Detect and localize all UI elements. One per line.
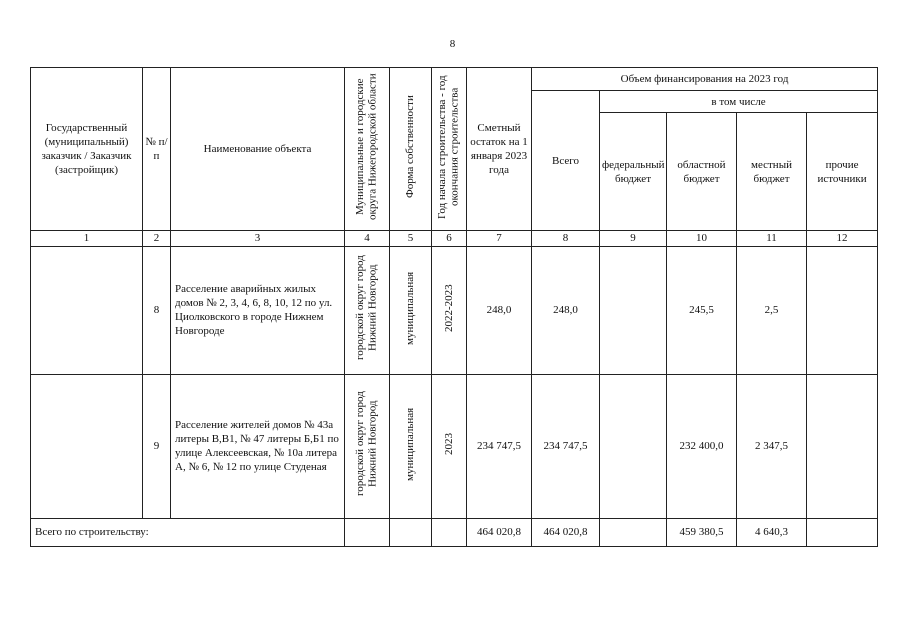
header-regional: областной бюджет <box>667 113 737 231</box>
column-number: 11 <box>737 231 807 246</box>
column-number: 5 <box>390 231 432 246</box>
totals-empty <box>345 518 390 546</box>
header-ownership: Форма собственности <box>404 95 417 199</box>
column-number: 9 <box>600 231 667 246</box>
header-years: Год начала строительства - год окончания строительства <box>436 75 461 219</box>
row-years: 2022-2023 <box>442 284 455 332</box>
totals-other <box>807 518 878 546</box>
row-municipality: городской округ город Нижний Новгород <box>354 255 379 361</box>
financing-table-wrap <box>30 67 878 547</box>
row-federal <box>600 246 667 374</box>
row-ownership: муниципальная <box>404 407 417 481</box>
row-local: 2 347,5 <box>737 374 807 518</box>
column-number: 10 <box>667 231 737 246</box>
header-object: Наименование объекта <box>171 68 345 231</box>
table-row <box>31 246 878 374</box>
row-object: Расселение жителей домов № 43а литеры В,В1, № 47 литеры Б,Б1 по улице Алексеевская, № 10а литера А, № 6, № 12 по улице Студеная <box>171 374 345 518</box>
totals-empty <box>432 518 467 546</box>
column-number: 8 <box>532 231 600 246</box>
column-number: 1 <box>31 231 143 246</box>
row-num: 8 <box>143 246 171 374</box>
row-years-cell <box>432 374 467 518</box>
totals-row <box>31 518 878 546</box>
financing-table <box>30 67 878 547</box>
row-ownership-cell <box>390 374 432 518</box>
header-including: в том числе <box>600 91 878 113</box>
header-row-1 <box>31 68 878 91</box>
header-federal: федеральный бюджет <box>600 113 667 231</box>
totals-total: 464 020,8 <box>532 518 600 546</box>
row-municipality: городской округ город Нижний Новгород <box>354 391 379 497</box>
header-customer: Государственный (муниципальный) заказчик / Заказчик (застройщик) <box>31 68 143 231</box>
header-num: № п/п <box>143 68 171 231</box>
row-num: 9 <box>143 374 171 518</box>
header-years-cell <box>432 68 467 231</box>
column-number: 4 <box>345 231 390 246</box>
table-row <box>31 374 878 518</box>
row-total: 248,0 <box>532 246 600 374</box>
row-object: Расселение аварийных жилых домов № 2, 3, 4, 6, 8, 10, 12 по ул. Циолковского в городе Нижнем Новгороде <box>171 246 345 374</box>
column-number: 2 <box>143 231 171 246</box>
totals-balance: 464 020,8 <box>467 518 532 546</box>
totals-label: Всего по строительству: <box>31 518 345 546</box>
column-number-row <box>31 231 878 246</box>
column-number: 7 <box>467 231 532 246</box>
row-years: 2023 <box>442 432 455 455</box>
row-municipality-cell <box>345 246 390 374</box>
column-number: 3 <box>171 231 345 246</box>
row-ownership-cell <box>390 246 432 374</box>
header-financing: Объем финансирования на 2023 год <box>532 68 878 91</box>
row-customer <box>31 246 143 374</box>
row-regional: 245,5 <box>667 246 737 374</box>
row-ownership: муниципальная <box>404 271 417 345</box>
header-other: прочие источники <box>807 113 878 231</box>
row-balance: 234 747,5 <box>467 374 532 518</box>
row-municipality-cell <box>345 374 390 518</box>
totals-empty <box>390 518 432 546</box>
row-total: 234 747,5 <box>532 374 600 518</box>
row-customer <box>31 374 143 518</box>
header-municipality-cell <box>345 68 390 231</box>
row-years-cell <box>432 246 467 374</box>
header-total: Всего <box>532 91 600 231</box>
totals-regional: 459 380,5 <box>667 518 737 546</box>
page-number: 8 <box>449 38 456 50</box>
header-balance: Сметный остаток на 1 января 2023 года <box>467 68 532 231</box>
row-regional: 232 400,0 <box>667 374 737 518</box>
row-other <box>807 374 878 518</box>
totals-local: 4 640,3 <box>737 518 807 546</box>
row-federal <box>600 374 667 518</box>
header-local: местный бюджет <box>737 113 807 231</box>
row-other <box>807 246 878 374</box>
column-number: 6 <box>432 231 467 246</box>
totals-federal <box>600 518 667 546</box>
header-ownership-cell <box>390 68 432 231</box>
row-balance: 248,0 <box>467 246 532 374</box>
row-local: 2,5 <box>737 246 807 374</box>
column-number: 12 <box>807 231 878 246</box>
header-municipality: Муниципальные и городские округа Нижегородской области <box>354 73 379 221</box>
